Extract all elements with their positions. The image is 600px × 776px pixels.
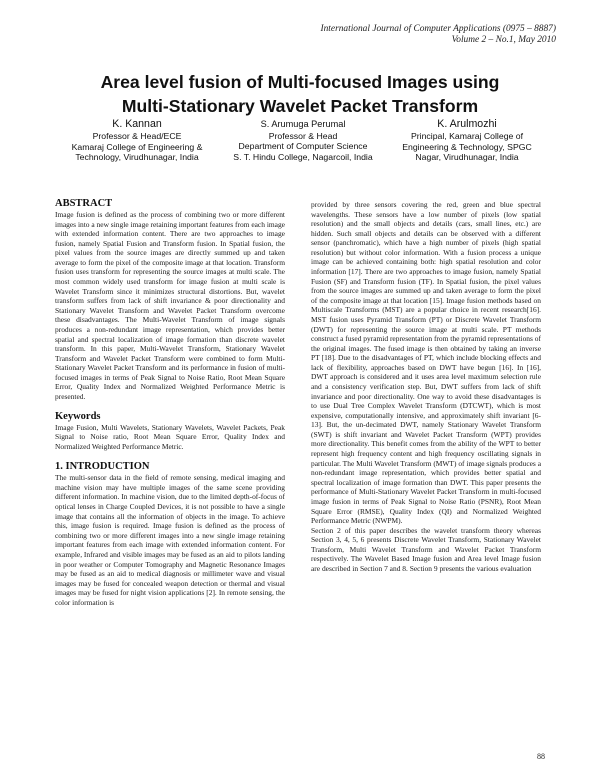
- author-name: K. Kannan: [112, 118, 162, 130]
- introduction-heading: 1. INTRODUCTION: [55, 461, 150, 473]
- author-affiliation-line: Kamaraj College of Engineering &: [71, 141, 203, 152]
- author-block-3: [382, 118, 552, 163]
- author-affiliation-line: Principal, Kamaraj College of: [410, 131, 524, 141]
- body-paragraph: provided by three sensors covering the red, green and blue spectral wavelengths. These sensors have a low number of pixels (low spatial resolution) and the small objects and details (cars, small lines, etc.) are hidden. Such small objects and details can be observed with a different sensor (panchromatic), which have a high number of pixels (high spatial resolution) but without color information. With a fusion process a unique image can be achieved containing both: high spatial resolution and color information [17]. There are two approaches to image fusion, namely Spatial Fusion (SF) and Transform fusion (TF). In Spatial fusion, the pixel values from the source images are summed up and taken average to form the pixel of the composite image at that location [15]. Image fusion methods based on Multiscale Transforms (MST) are a popular choice in recent research[16]. MST fusion uses Pyramid Transform (PT) or Discrete Wavelet Transform (DWT) for representing the source image at multi scale. PT methods construct a fused pyramid representation from the pyramid representations of the original images. The fused image is then obtained by taking an inverse PT [18]. Due to the disadvantages of PT, which include blocking effects and lack of flexibility, approaches based on DWT have begun [16]. In [16], DWT approach is considered and it uses area level maximum selection rule and a consistency verification step. But, DWT suffers from lack of shift invariance and poor directionality. One way to avoid these disadvantages is to use Dual Tree Complex Wavelet Transform (DTCWT), which is most expensive, computationally intensive, and approximately shift invariant [6-13]. But, the un-decimated DWT, namely Stationary Wavelet Transform (SWT) is shift invariant and Wavelet Packet Transform (WPT) provides more directionality. This benefit comes from the ability of the WPT to better represent high frequency content and high frequency oscillating signals in particular. The Multi Wavelet Transform (MWT) of image signals produces a non-redundant image representation, which provides better spatial and spectral localization of image formation than DWT. This paper presents the performance of Multi-Stationary Wavelet Packet Transform in multi-focused image fusion in terms of Peak Signal to Noise Ratio (PSNR), Root Mean Square Error (RMSE), Quality Index (QI) and Normalized Weighted Performance Metric (NWPM).: [311, 200, 541, 526]
- paper-title: [40, 70, 560, 118]
- journal-name: International Journal of Computer Applications (0975 – 8887): [320, 24, 556, 34]
- left-column: [55, 198, 285, 607]
- author-affiliation-line: Technology, Virudhunagar, India: [75, 152, 199, 163]
- body-paragraph: Section 2 of this paper describes the wavelet transform theory whereas Section 3, 4, 5, 6 presents Discrete Wavelet Transform, Stationary Wavelet Transform, Multi Wavelet Transform and Wavelet Packet Transform respectively. The Wavelet Based Image fusion and Area level Image fusion are described in Section 7 and 8. Section 9 presents the various evaluation: [311, 525, 541, 573]
- title-line-1: Area level fusion of Multi-focused Images using: [100, 72, 500, 92]
- title-line-2: Multi-Stationary Wavelet Packet Transform: [121, 96, 479, 116]
- journal-header: [321, 24, 557, 46]
- author-affiliation-line: S. T. Hindu College, Nagarcoil, India: [233, 151, 373, 162]
- author-name: K. Arulmozhi: [437, 118, 497, 130]
- author-name: S. Arumuga Perumal: [260, 119, 346, 129]
- keywords-heading: Keywords: [55, 410, 101, 422]
- right-column: [311, 200, 541, 574]
- author-affiliation-line: Nagar, Virudhunagar, India: [415, 152, 519, 163]
- abstract-heading: ABSTRACT: [55, 198, 113, 209]
- author-affiliation-line: Department of Computer Science: [238, 141, 368, 152]
- keywords-text: Image Fusion, Multi Wavelets, Stationary Wavelets, Wavelet Packets, Peak Signal to Noise ratio, Root Mean Square Error, Quality Index and Normalized Weighted Performance Metric.: [55, 422, 285, 451]
- author-block-1: [52, 118, 222, 163]
- abstract-text: Image fusion is defined as the process of combining two or more different images into a new single image retaining important features from each image with extended information content. There are two approaches to image fusion, namely Spatial Fusion and Transform fusion. In Spatial fusion, the pixel values from the source images are directly summed up and taken average to form the pixel of the composite image at that location. Transform fusion uses transform for representing the source images at multi scale. The most common widely used transform for image fusion at multi scale is Wavelet Transform since it minimizes structural distortions. But, wavelet transform suffers from lack of shift invariance & poor directionality and Stationary Wavelet Transform and Wavelet Packet Transform overcome these disadvantages. The Multi-Wavelet Transform of image signals produces a non-redundant image representation, which provides better spatial and spectral localization of image formation than discrete wavelet transform. In this paper, Multi-Wavelet Transform, Stationary Wavelet Transform and Wavelet Packet Transform were combined to form Multi-Stationary Wavelet Packet Transform and its performance in fusion of multi-focused images in terms of Peak Signal to Noise Ratio, Root Mean Square Error, Quality Index and Normalized Weighted Performance Metric is presented.: [55, 210, 285, 401]
- introduction-text: The multi-sensor data in the field of remote sensing, medical imaging and machine vision may have multiple images of the same scene providing different information. In machine vision, due to the limited depth-of-focus of optical lenses in Charge Coupled Devices, it is not possible to have a single image that contains all the information of objects in the image. To achieve this, image fusion is required. Image fusion is defined as the process of combining two or more different images into a new single image retaining important features from each image with extended information content. For example, Infrared and visible images may be fused as an aid to pilots landing in poor weather or Computer Tomography and Magnetic Resonance Images may be fused as an aid to medical diagnosis or millimeter wave and visual images may be fused for concealed weapon detection or thermal and visual images may be fused for night vision applications [2]. In remote sensing, the color information is: [55, 473, 285, 607]
- author-affiliation-line: Professor & Head: [268, 130, 338, 141]
- journal-volume: Volume 2 – No.1, May 2010: [451, 35, 556, 45]
- author-block-2: [218, 118, 388, 162]
- author-affiliation-line: Engineering & Technology, SPGC: [402, 141, 532, 152]
- author-affiliation-line: Professor & Head/ECE: [92, 131, 182, 141]
- page-number: 88: [537, 752, 545, 761]
